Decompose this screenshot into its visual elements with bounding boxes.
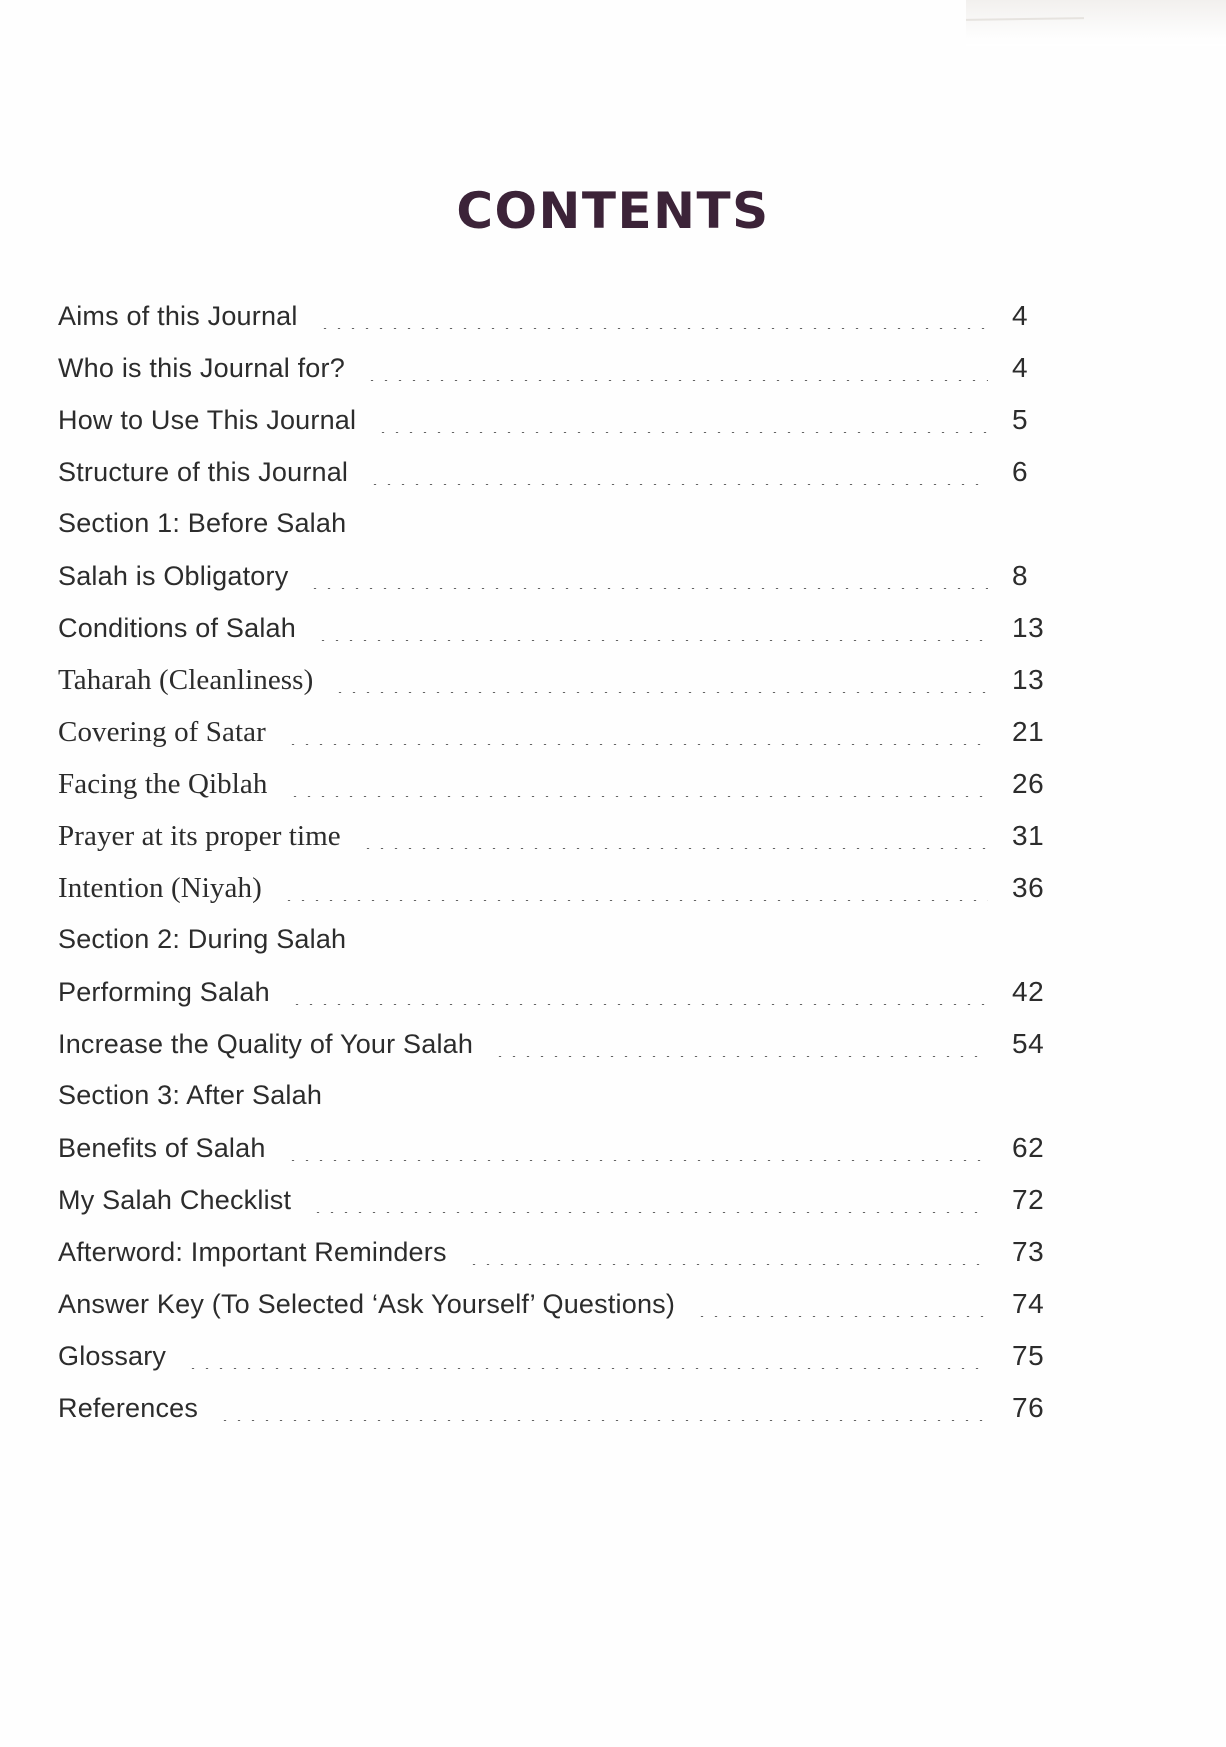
toc-entry-label: Section 1: Before Salah (58, 508, 347, 538)
toc-entry-label: Benefits of Salah (58, 1133, 266, 1163)
toc-entry[interactable] (58, 1236, 1068, 1288)
toc-page-number: 73 (1012, 1236, 1045, 1267)
toc-page-number: 6 (1012, 456, 1029, 487)
toc-entry[interactable] (58, 352, 1068, 404)
toc-page-number: 36 (1012, 872, 1045, 903)
toc-leader-dots (308, 588, 988, 589)
toc-leader-dots (333, 692, 988, 693)
toc-page-number: 4 (1012, 300, 1029, 331)
toc-entry-label: How to Use This Journal (58, 405, 357, 435)
toc-section-heading[interactable] (58, 1080, 1068, 1132)
toc-page-number: 76 (1012, 1392, 1045, 1423)
toc-page-number: 21 (1012, 716, 1045, 747)
toc-leader-dots (376, 432, 988, 433)
toc-leader-dots (311, 1212, 988, 1213)
toc-entry-label: Section 2: During Salah (58, 924, 347, 954)
toc-entry[interactable] (58, 976, 1068, 1028)
toc-page-number: 62 (1012, 1132, 1045, 1163)
toc-leader-dots (467, 1264, 988, 1265)
toc-page-number: 13 (1012, 664, 1045, 695)
toc-entry-label: Covering of Satar (58, 716, 266, 748)
toc-entry[interactable] (58, 1028, 1068, 1080)
toc-entry[interactable] (58, 768, 1068, 820)
toc-leader-dots (493, 1056, 988, 1057)
toc-page-number: 26 (1012, 768, 1045, 799)
toc-entry-label: Section 3: After Salah (58, 1080, 323, 1110)
toc-entry-label: Increase the Quality of Your Salah (58, 1029, 474, 1059)
toc-leader-dots (286, 1160, 988, 1161)
toc-page-number: 72 (1012, 1184, 1045, 1215)
toc-entry[interactable] (58, 1392, 1068, 1444)
toc-leader-dots (288, 796, 989, 797)
toc-page-number: 8 (1012, 560, 1029, 591)
toc-section-heading[interactable] (58, 508, 1068, 560)
toc-entry-label: Structure of this Journal (58, 457, 349, 487)
toc-entry-label: Taharah (Cleanliness) (58, 664, 314, 696)
toc-leader-dots (316, 640, 988, 641)
toc-entry-label: Glossary (58, 1341, 167, 1371)
toc-page-number: 5 (1012, 404, 1029, 435)
page-title: CONTENTS (456, 181, 770, 240)
toc-page-number: 74 (1012, 1288, 1045, 1319)
toc-leader-dots (365, 380, 988, 381)
toc-entry-label: My Salah Checklist (58, 1185, 292, 1215)
scan-edge-shading (966, 0, 1226, 46)
toc-leader-dots (318, 328, 988, 329)
toc-leader-dots (282, 900, 988, 901)
toc-entry-label: Performing Salah (58, 977, 270, 1007)
toc-page-number: 4 (1012, 352, 1029, 383)
toc-entry[interactable] (58, 664, 1068, 716)
toc-entry-label: Prayer at its proper time (58, 820, 341, 852)
toc-entry-label: Conditions of Salah (58, 613, 296, 643)
toc-section-heading[interactable] (58, 924, 1068, 976)
toc-leader-dots (361, 848, 988, 849)
toc-page-number: 54 (1012, 1028, 1045, 1059)
toc-page-number: 31 (1012, 820, 1045, 851)
toc-entry[interactable] (58, 1340, 1068, 1392)
toc-entry[interactable] (58, 1288, 1068, 1340)
toc-entry-label: Answer Key (To Selected ‘Ask Yourself’ Questions) (58, 1289, 676, 1319)
toc-leader-dots (290, 1004, 988, 1005)
toc-entry[interactable] (58, 872, 1068, 924)
toc-entry-label: Who is this Journal for? (58, 353, 345, 383)
toc-entry[interactable] (58, 612, 1068, 664)
toc-leader-dots (218, 1420, 988, 1421)
toc-entry-label: Intention (Niyah) (58, 872, 262, 904)
toc-entry-label: References (58, 1393, 199, 1423)
toc-entry[interactable] (58, 300, 1068, 352)
toc-page-number: 75 (1012, 1340, 1045, 1371)
toc-entry[interactable] (58, 560, 1068, 612)
toc-entry-label: Aims of this Journal (58, 301, 298, 331)
scan-edge-line (966, 17, 1084, 21)
toc-entry-label: Facing the Qiblah (58, 768, 268, 800)
toc-leader-dots (695, 1316, 988, 1317)
toc-entry-label: Afterword: Important Reminders (58, 1237, 447, 1267)
toc-entry[interactable] (58, 404, 1068, 456)
toc-page-number: 13 (1012, 612, 1045, 643)
table-of-contents-list (58, 300, 1068, 1444)
toc-entry[interactable] (58, 820, 1068, 872)
toc-leader-dots (186, 1368, 988, 1369)
toc-entry[interactable] (58, 1132, 1068, 1184)
toc-leader-dots (286, 744, 988, 745)
toc-entry-label: Salah is Obligatory (58, 561, 289, 591)
toc-entry[interactable] (58, 456, 1068, 508)
toc-page-number: 42 (1012, 976, 1045, 1007)
toc-entry[interactable] (58, 716, 1068, 768)
toc-leader-dots (368, 484, 988, 485)
toc-entry[interactable] (58, 1184, 1068, 1236)
